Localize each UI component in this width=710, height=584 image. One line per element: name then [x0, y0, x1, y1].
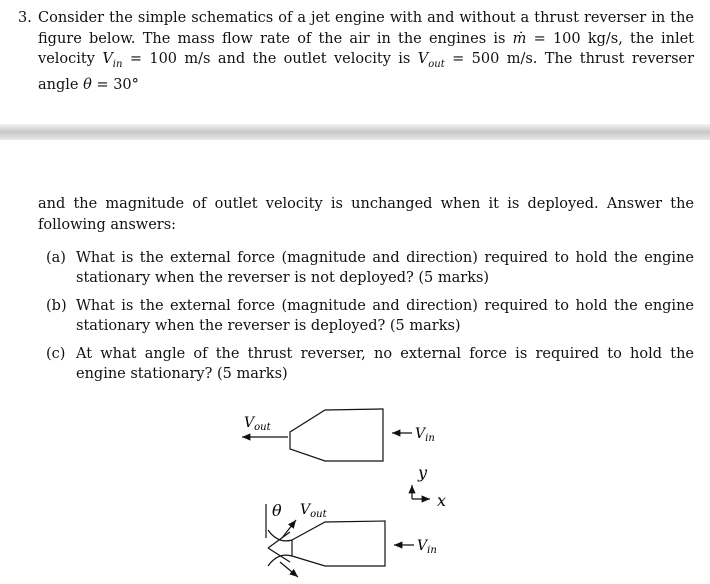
- part-a-text: What is the external force (magnitude and direction) required to hold the engine stationary when the reverser is not deployed? (5 marks): [76, 250, 694, 286]
- engine-body-bottom: [292, 521, 385, 566]
- part-a-label: (a): [46, 250, 66, 266]
- theta-label: θ: [272, 501, 282, 520]
- vout-label-top: $V_{out}$: [244, 415, 271, 433]
- vin-label-top: $V_{in}$: [415, 426, 435, 444]
- vout-value: = 500 m/s. The thrust reverser angle: [38, 51, 695, 94]
- theta-value: = 30°: [96, 77, 139, 94]
- vout-symbol: $V_{out}$: [417, 51, 445, 70]
- intro-text: Consider the simple schematics of a jet engine with and without a thrust reverser in the figure below. The mass flow rate of the air in the engines is: [38, 10, 694, 47]
- vout-label-bottom: $V_{out}$: [300, 502, 327, 520]
- part-b-text: What is the external force (magnitude and direction) required to hold the engine stationary when the reverser is deployed? (5 marks): [76, 298, 694, 334]
- axis-x-label: x: [437, 491, 447, 510]
- question-continuation: and the magnitude of outlet velocity is unchanged when it is deployed. Answer the following answers:: [38, 196, 694, 233]
- part-c-label: (c): [46, 346, 66, 362]
- part-b-label: (b): [46, 298, 67, 314]
- deflected-flow-arrow-upper: [282, 520, 296, 538]
- axis-y-label: y: [418, 463, 428, 482]
- vin-value: = 100 m/s and the outlet velocity is: [129, 51, 411, 67]
- question-number: 3.: [18, 10, 32, 26]
- deflected-flow-arrow-lower: [280, 562, 298, 577]
- vin-symbol: $V_{in}$: [102, 51, 123, 70]
- mdot-symbol: ṁ: [512, 30, 527, 47]
- theta-symbol: θ: [83, 77, 92, 94]
- engine-body-top: [290, 409, 383, 461]
- mdot-value: = 100 kg/s, the inlet velocity: [38, 30, 695, 67]
- part-c-text: At what angle of the thrust reverser, no external force is required to hold the engine stationary? (5 marks): [76, 346, 694, 382]
- vin-label-bottom: $V_{in}$: [417, 538, 437, 556]
